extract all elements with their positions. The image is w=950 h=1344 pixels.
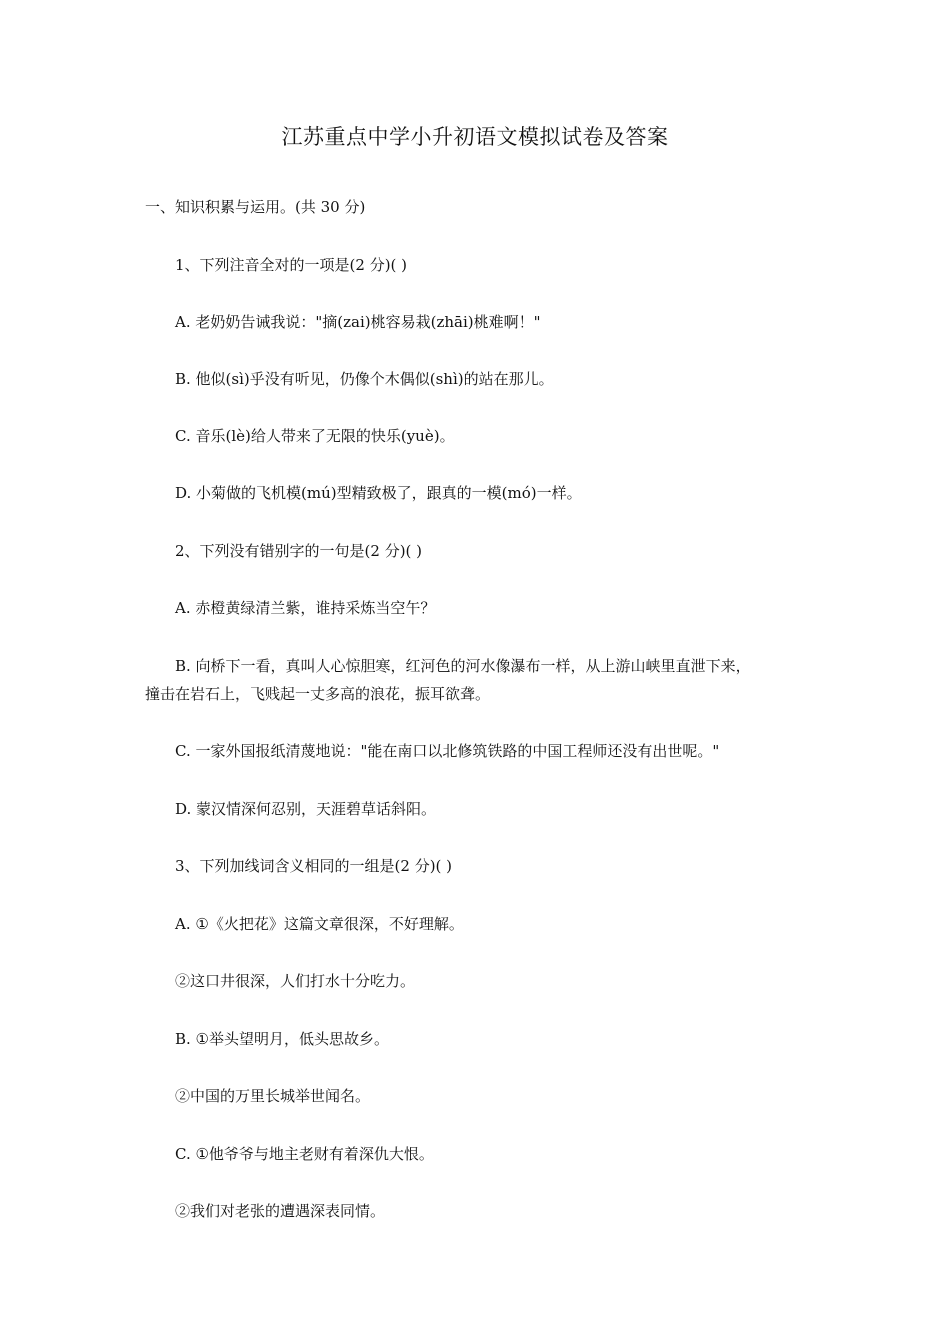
question-3-option-b-1: B. ①举头望明月，低头思故乡。 xyxy=(175,1030,390,1048)
document-title: 江苏重点中学小升初语文模拟试卷及答案 xyxy=(281,125,669,149)
question-3-option-c-2: ②我们对老张的遭遇深表同情。 xyxy=(175,1202,386,1220)
question-2-option-a: A. 赤橙黄绿清兰紫，谁持采炼当空午？ xyxy=(175,599,436,617)
question-1-option-b: B. 他似(sì)乎没有听见，仍像个木偶似(shì)的站在那儿。 xyxy=(175,370,554,388)
section-heading: 一、知识积累与运用。(共 30 分) xyxy=(145,198,366,216)
question-2-option-d: D. 蒙汉情深何忍别，天涯碧草话斜阳。 xyxy=(175,800,437,818)
question-3-option-a-2: ②这口井很深，人们打水十分吃力。 xyxy=(175,972,416,990)
question-3-stem: 3、下列加线词含义相同的一组是(2 分)( ) xyxy=(175,857,453,875)
question-2-option-b: B. 向桥下一看，真叫人心惊胆寒，红河色的河水像瀑布一样，从上游山峡里直泄下来， xyxy=(175,657,751,675)
question-1-option-a: A. 老奶奶告诫我说："摘(zai)桃容易栽(zhāi)桃难啊！" xyxy=(175,313,541,331)
question-1-option-c: C. 音乐(lè)给人带来了无限的快乐(yuè)。 xyxy=(175,427,455,445)
question-3-option-c-1: C. ①他爷爷与地主老财有着深仇大恨。 xyxy=(175,1145,434,1163)
question-3-option-b-2: ②中国的万里长城举世闻名。 xyxy=(175,1087,371,1105)
question-2-option-c: C. 一家外国报纸清蔑地说："能在南口以北修筑铁路的中国工程师还没有出世呢。" xyxy=(175,742,720,760)
question-2-option-b-continued: 撞击在岩石上，飞贱起一丈多高的浪花，振耳欲聋。 xyxy=(145,685,491,703)
question-2-stem: 2、下列没有错别字的一句是(2 分)( ) xyxy=(175,542,423,560)
question-1-option-d: D. 小菊做的飞机模(mú)型精致极了，跟真的一模(mó)一样。 xyxy=(175,484,582,502)
question-3-option-a-1: A. ①《火把花》这篇文章很深，不好理解。 xyxy=(175,915,464,933)
question-1-stem: 1、下列注音全对的一项是(2 分)( ) xyxy=(175,256,408,274)
